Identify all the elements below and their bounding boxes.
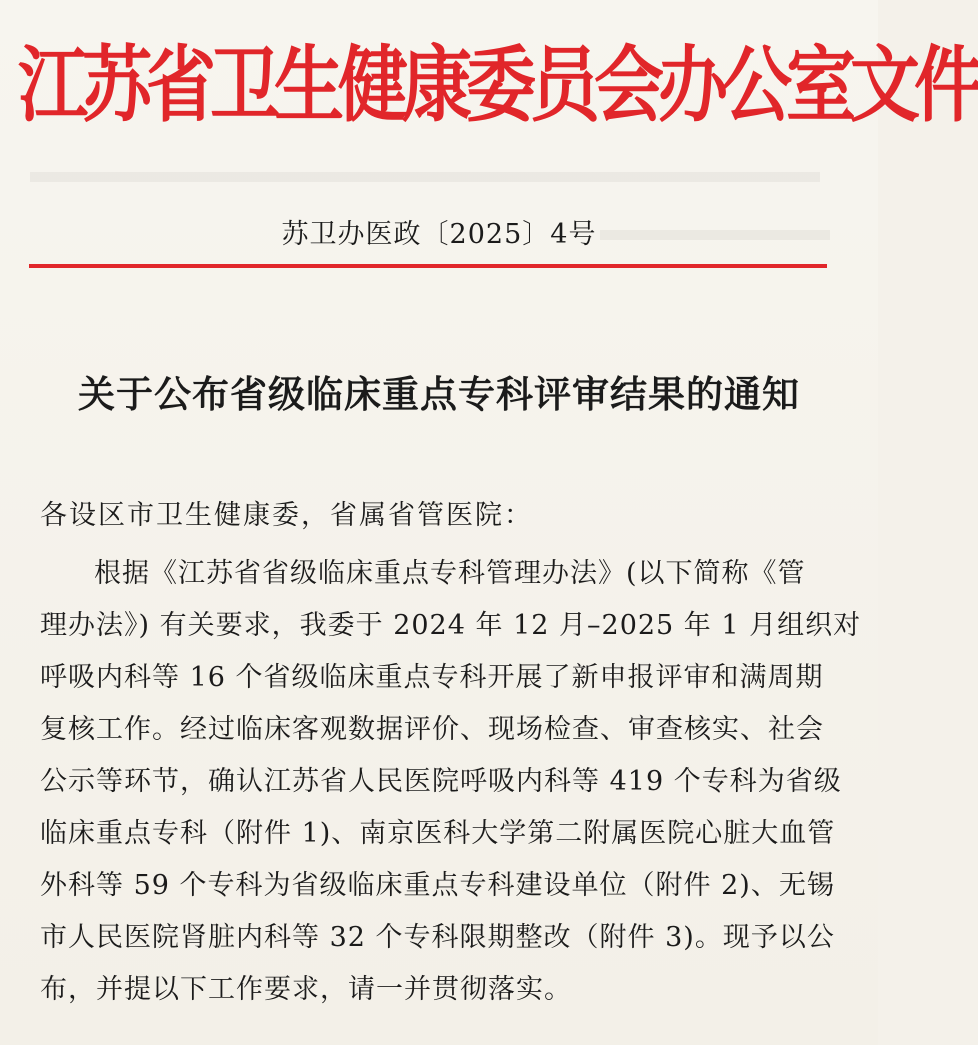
notice-title: 关于公布省级临床重点专科评审结果的通知 bbox=[78, 372, 800, 416]
salutation: 各设区市卫生健康委，省属省管医院： bbox=[40, 500, 533, 531]
red-divider-line bbox=[29, 264, 827, 268]
body-line: 呼吸内科等 16 个省级临床重点专科开展了新申报评审和满周期 bbox=[40, 662, 824, 693]
body-line: 布，并提以下工作要求，请一并贯彻落实。 bbox=[40, 974, 572, 1005]
body-line: 根据《江苏省省级临床重点专科管理办法》(以下简称《管 bbox=[94, 558, 806, 589]
body-line: 复核工作。经过临床客观数据评价、现场检查、审查核实、社会 bbox=[40, 714, 824, 745]
body-line: 临床重点专科（附件 1)、南京医科大学第二附属医院心脏大血管 bbox=[40, 818, 836, 849]
body-paragraph bbox=[40, 548, 862, 1016]
body-line: 公示等环节，确认江苏省人民医院呼吸内科等 419 个专科为省级 bbox=[40, 766, 842, 797]
document-header-title: 江苏省卫生健康委员会办公室文件 bbox=[18, 35, 978, 134]
body-line: 市人民医院肾脏内科等 32 个专科限期整改（附件 3)。现予以公 bbox=[40, 922, 835, 953]
body-line: 外科等 59 个专科为省级临床重点专科建设单位（附件 2)、无锡 bbox=[40, 870, 835, 901]
document-number: 苏卫办医政〔2025〕4号 bbox=[281, 219, 597, 250]
bleed-through-mark bbox=[30, 172, 820, 182]
body-line: 理办法》) 有关要求，我委于 2024 年 12 月–2025 年 1 月组织对 bbox=[40, 610, 862, 641]
